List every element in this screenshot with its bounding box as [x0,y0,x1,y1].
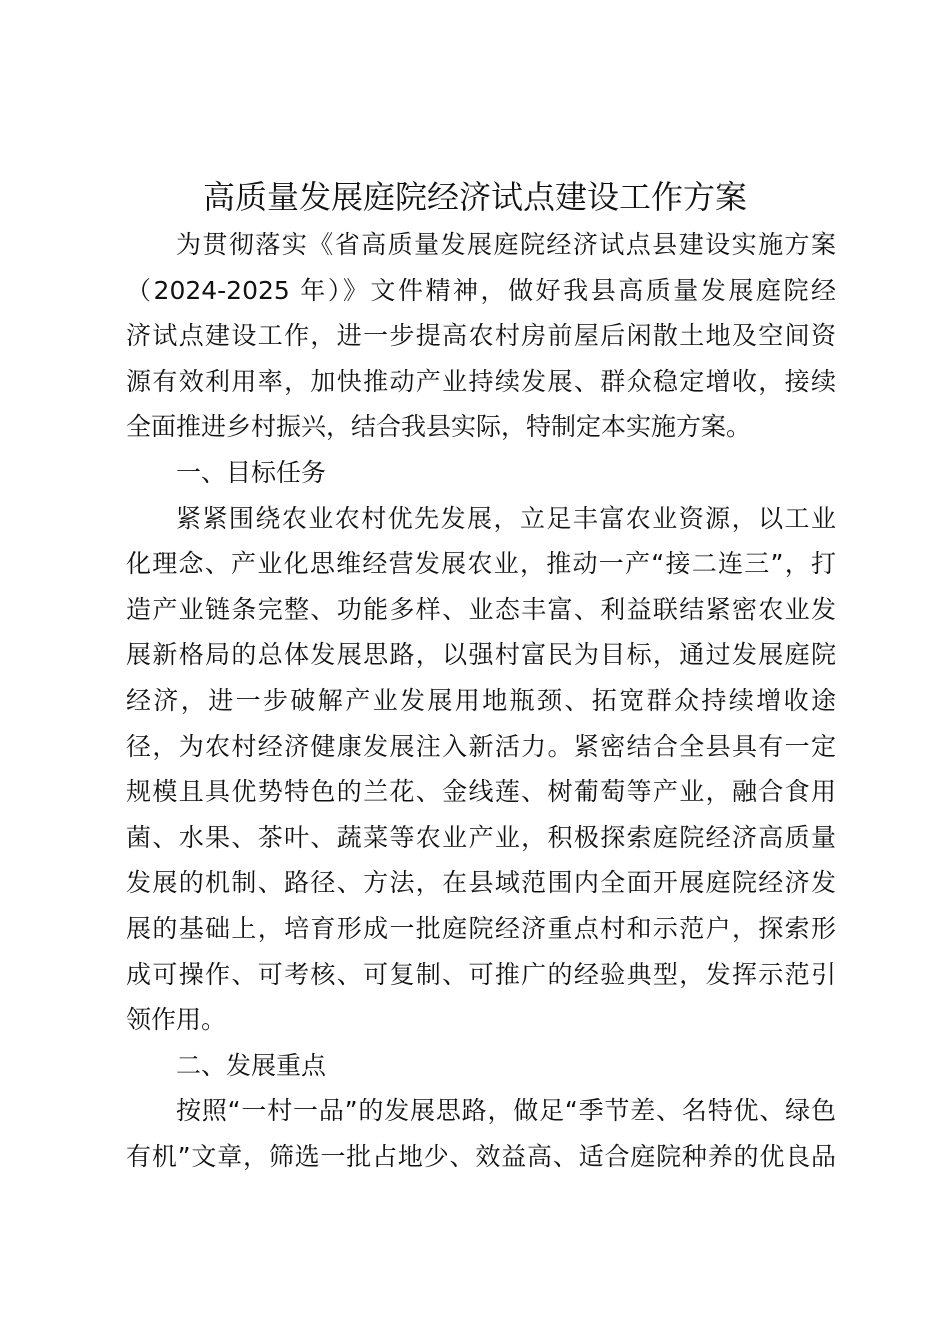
paragraph-line: 源有效利用率，加快推动产业持续发展、群众稳定增收，接续 [126,366,836,396]
paragraph-line: 发展的机制、路径、方法，在县域范围内全面开展庭院经济发 [126,868,836,898]
section-heading: 二、发展重点 [176,1050,327,1080]
paragraph-line: 造产业链条完整、功能多样、业态丰富、利益联结紧密农业发 [126,594,836,624]
paragraph-line: 紧紧围绕农业农村优先发展，立足丰富农业资源，以工业 [176,503,836,533]
paragraph-line: 为贯彻落实《省高质量发展庭院经济试点县建设实施方案 [176,230,836,259]
paragraph-line: 按照“一村一品”的发展思路，做足“季节差、名特优、绿色 [176,1096,836,1126]
paragraph-line: 成可操作、可考核、可复制、可推广的经验典型，发挥示范引 [126,959,836,989]
paragraph-line: 经济，进一步破解产业发展用地瓶颈、拓宽群众持续增收途 [126,685,836,715]
paragraph-line: 化理念、产业化思维经营发展农业，推动一产“接二连三”，打 [126,549,836,579]
paragraph-line: 展新格局的总体发展思路，以强村富民为目标，通过发展庭院 [126,640,836,670]
paragraph-line: （2024-2025 年）》文件精神，做好我县高质量发展庭院经 [126,275,836,305]
paragraph-line: 规模且具优势特色的兰花、金线莲、树葡萄等产业，融合食用 [126,777,836,807]
paragraph-line: 展的基础上，培育形成一批庭院经济重点村和示范户，探索形 [126,913,836,943]
paragraph-line: 有机”文章，筛选一批占地少、效益高、适合庭院种养的优良品 [126,1141,836,1171]
paragraph-line: 径，为农村经济健康发展注入新活力。紧密结合全县具有一定 [126,731,836,761]
section-heading: 一、目标任务 [176,457,327,487]
paragraph-line: 领作用。 [126,1005,227,1035]
paragraph-line: 菌、水果、茶叶、蔬菜等农业产业，积极探索庭院经济高质量 [126,822,836,852]
paragraph-line: 济试点建设工作，进一步提高农村房前屋后闲散土地及空间资 [126,321,836,351]
paragraph-line: 全面推进乡村振兴，结合我县实际，特制定本实施方案。 [126,412,752,442]
document-title: 高质量发展庭院经济试点建设工作方案 [202,178,747,216]
document-body [126,222,836,1179]
